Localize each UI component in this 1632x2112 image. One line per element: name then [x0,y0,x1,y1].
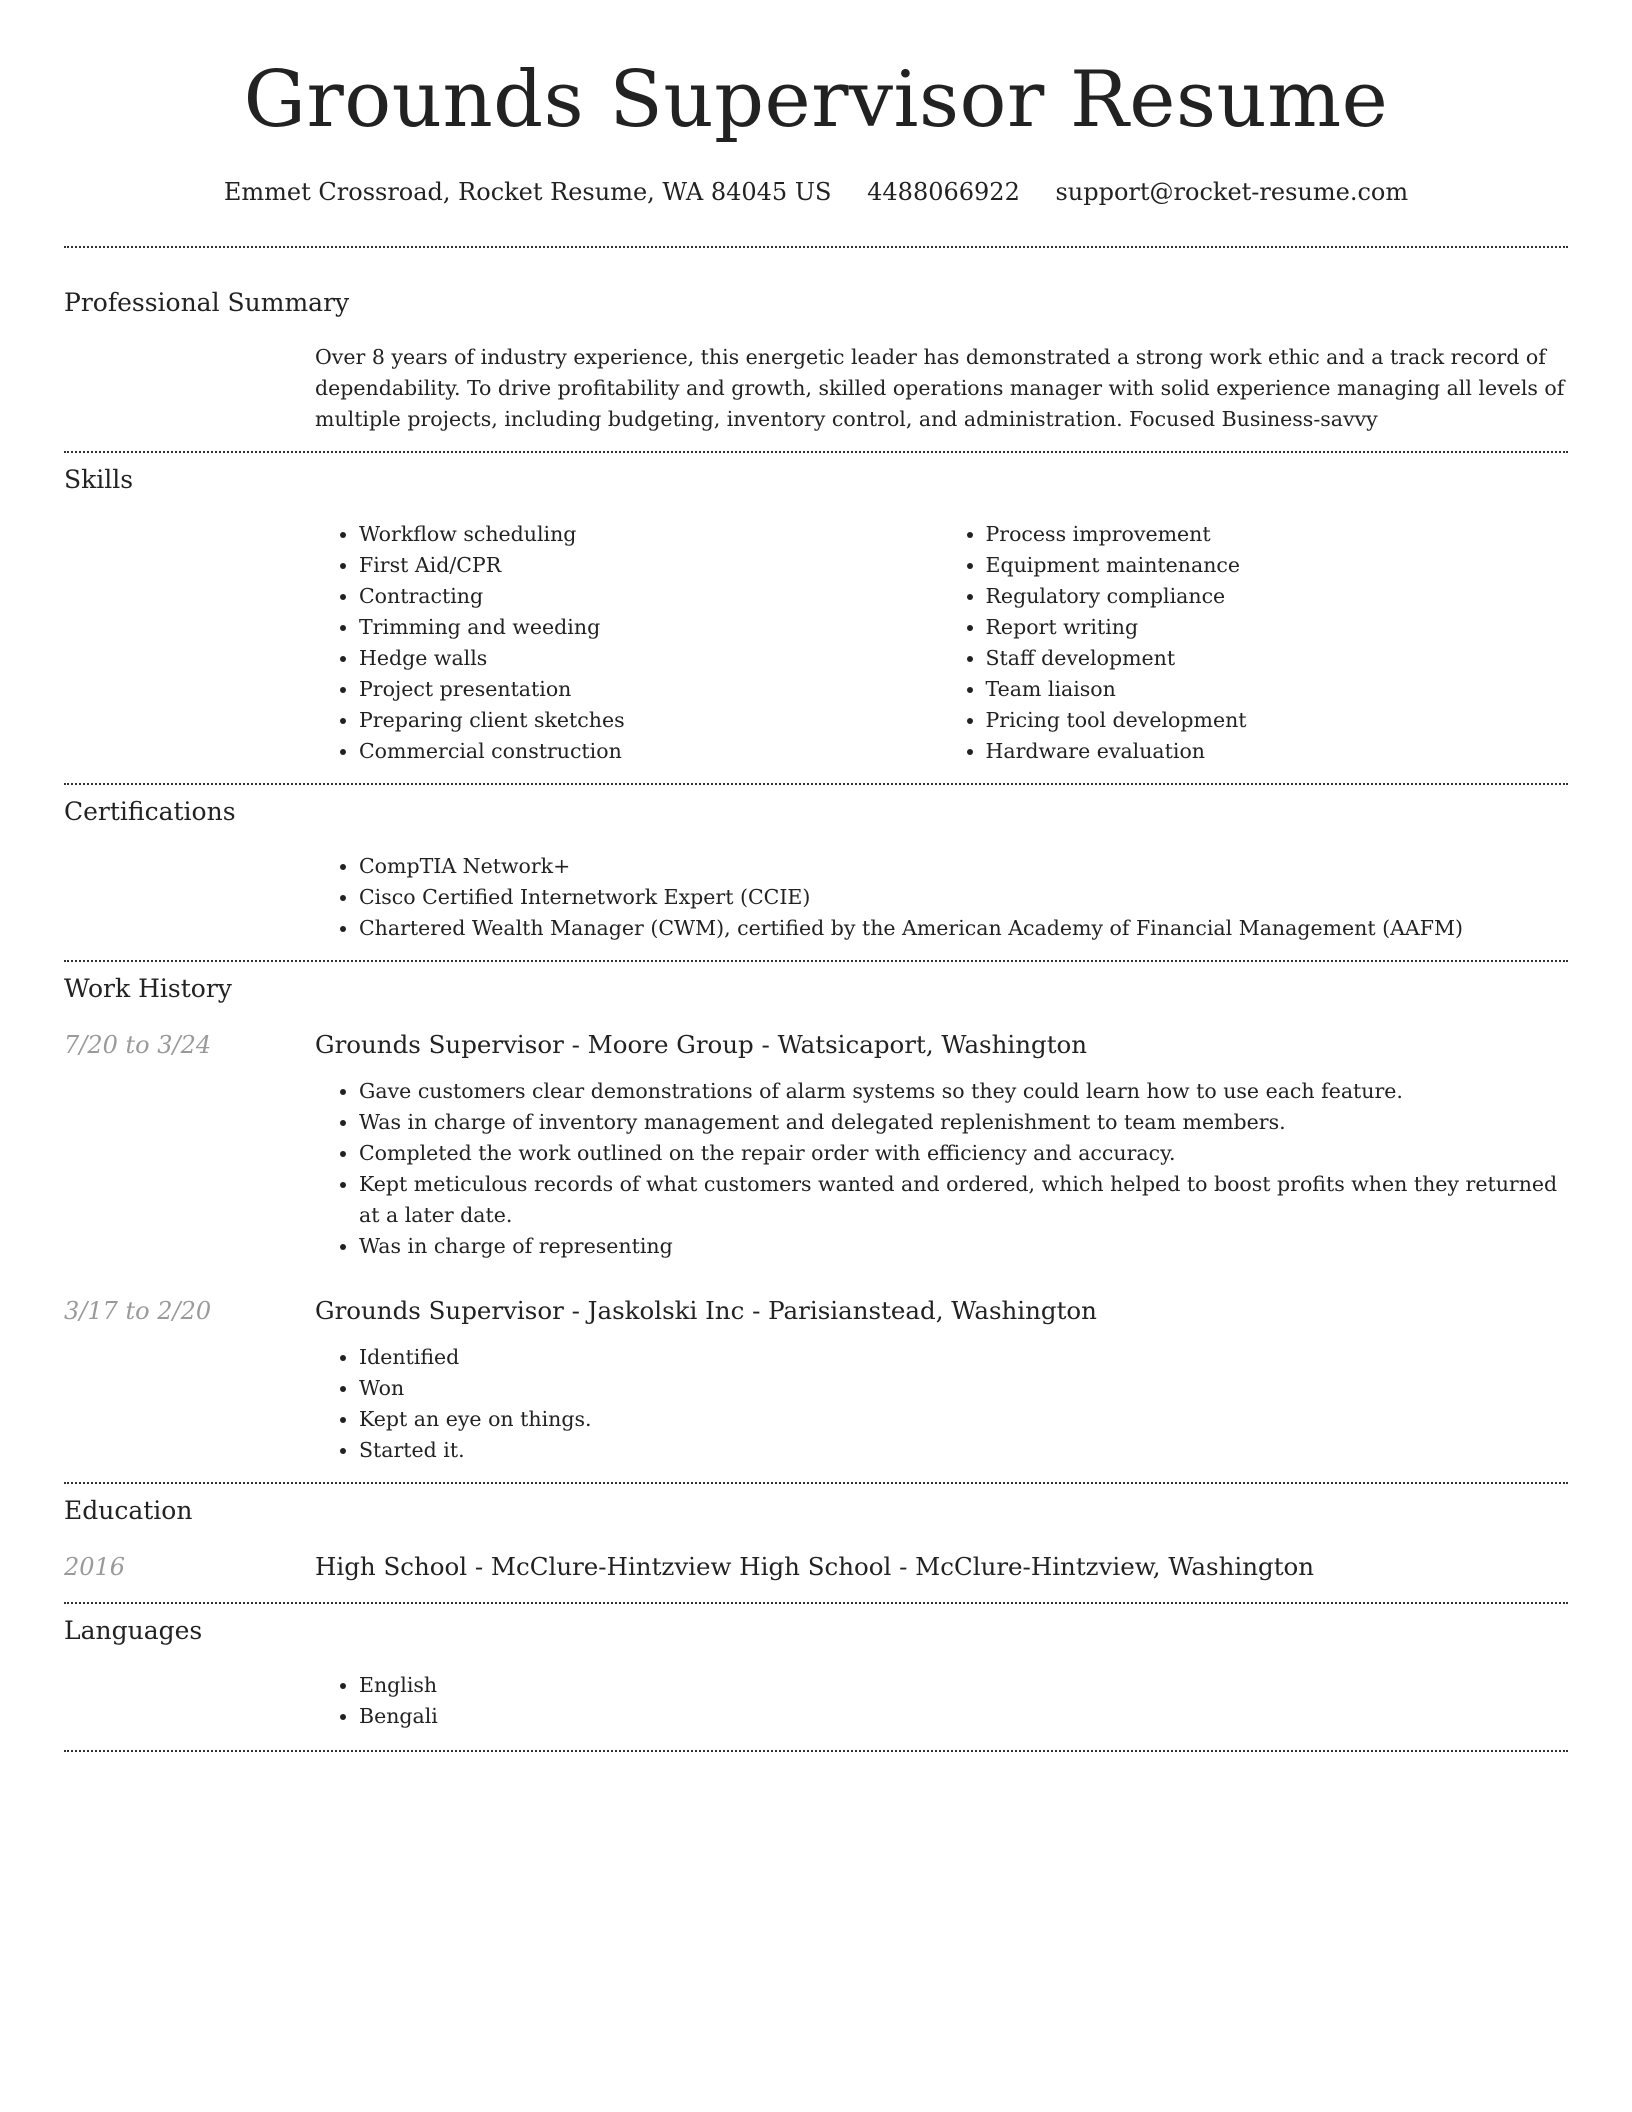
contact-line [64,176,1568,208]
job-entry [64,1294,1568,1482]
languages-content [315,1670,1568,1750]
skill-item: • Regulatory compliance [986,581,1569,612]
job-bullet: • Identified [359,1342,1568,1373]
summary-heading: Professional Summary [64,288,350,317]
skills-list-right [942,519,1569,767]
education-heading: Education [64,1496,193,1525]
skill-item: • Equipment maintenance [986,550,1569,581]
skills-section [64,453,1568,783]
languages-list [315,1670,1568,1732]
education-entry [64,1550,1568,1602]
job-bullets [315,1342,1568,1466]
job-bullet: • Was in charge of representing [359,1231,1568,1262]
languages-section [64,1604,1568,1750]
job-dates: 7/20 to 3/24 [64,1031,212,1059]
skill-item: • Project presentation [359,674,942,705]
contact-address: Emmet Crossroad, Rocket Resume, WA 84045 US [223,178,832,206]
job-header [64,1028,1568,1062]
language-item: • Bengali [359,1701,1568,1732]
job-header [64,1294,1568,1328]
skill-item: • Trimming and weeding [359,612,942,643]
languages-heading: Languages [64,1616,203,1645]
certification-item: • Cisco Certified Internetwork Expert (CCIE) [359,882,1568,913]
skill-item: • Hedge walls [359,643,942,674]
summary-section [64,248,1568,451]
work-heading: Work History [64,974,232,1003]
certification-item: • Chartered Wealth Manager (CWM), certified by the American Academy of Financial Management (AAFM) [359,913,1568,944]
job-bullet: • Started it. [359,1435,1568,1466]
skills-columns [315,519,1568,783]
skill-item: • First Aid/CPR [359,550,942,581]
job-details [315,1342,1568,1466]
job-title: Grounds Supervisor - Jaskolski Inc - Parisianstead, Washington [315,1296,1097,1325]
resume-page [64,0,1568,1752]
language-item: • English [359,1670,1568,1701]
skills-list-left [315,519,942,767]
job-title: Grounds Supervisor - Moore Group - Watsicaport, Washington [315,1030,1088,1059]
skill-item: • Preparing client sketches [359,705,942,736]
certifications-list [315,851,1568,944]
skill-item: • Pricing tool development [986,705,1569,736]
certifications-heading: Certifications [64,797,236,826]
education-section [64,1484,1568,1602]
skills-heading: Skills [64,465,134,494]
job-bullets [315,1076,1568,1262]
job-entry [64,1028,1568,1262]
skill-item: • Hardware evaluation [986,736,1569,767]
page-title: Grounds Supervisor Resume [243,55,1389,145]
skill-item: • Report writing [986,612,1569,643]
contact-phone: 4488066922 [867,178,1020,206]
job-bullet: • Completed the work outlined on the repair order with efficiency and accuracy. [359,1138,1568,1169]
job-bullet: • Gave customers clear demonstrations of alarm systems so they could learn how to use each feature. [359,1076,1568,1107]
skill-item: • Workflow scheduling [359,519,942,550]
contact-email: support@rocket-resume.com [1055,178,1409,206]
education-dates: 2016 [64,1553,126,1581]
skill-item: • Staff development [986,643,1569,674]
certifications-content [315,851,1568,960]
skill-item: • Process improvement [986,519,1569,550]
skill-item: • Contracting [359,581,942,612]
job-bullet: • Kept meticulous records of what customers wanted and ordered, which helped to boost profits when they returned at a later date. [359,1169,1568,1231]
job-bullet: • Won [359,1373,1568,1404]
job-bullet: • Kept an eye on things. [359,1404,1568,1435]
certifications-section [64,785,1568,960]
skill-item: • Commercial construction [359,736,942,767]
work-section [64,962,1568,1482]
certification-item: • CompTIA Network+ [359,851,1568,882]
job-bullet: • Was in charge of inventory management and delegated replenishment to team members. [359,1107,1568,1138]
job-details [315,1076,1568,1262]
summary-text: Over 8 years of industry experience, this energetic leader has demonstrated a strong work ethic and a track record of dependability. To drive profitability and growth, skilled operations manager with solid experience managing all levels of multiple projects, including budgeting, inventory control, and administration. Focused Business-savvy [315,345,1565,431]
skill-item: • Team liaison [986,674,1569,705]
education-title: High School - McClure-Hintzview High School - McClure-Hintzview, Washington [315,1552,1315,1581]
divider [64,1750,1568,1752]
job-dates: 3/17 to 2/20 [64,1297,212,1325]
